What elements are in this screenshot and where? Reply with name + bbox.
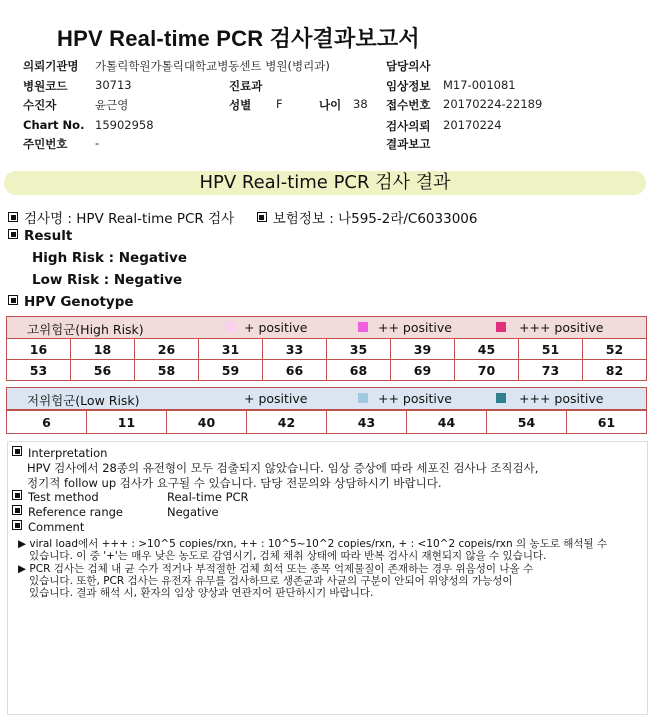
result-heading: Result [24, 228, 73, 244]
request-value: 20170224 [443, 118, 502, 132]
comment-1-line-2: 있습니다. 이 중 '+'는 매우 낮은 농도로 감염시기, 검체 채취 상태에 따라 반복 검사시 재현되지 않을 수 있습니다. [29, 550, 547, 562]
legend-plus-1: + positive [244, 391, 308, 406]
request-label: 검사의뢰 [386, 119, 431, 133]
low-risk-result: Low Risk : Negative [32, 272, 183, 288]
legend-swatch-2 [358, 393, 368, 403]
age-label: 나이 [319, 98, 342, 112]
genotype-cell: 68 [327, 360, 391, 381]
code-label: 병원코드 [23, 79, 68, 93]
legend-swatch-3 [496, 322, 506, 332]
genotype-cell: 26 [135, 339, 199, 360]
receipt-label: 접수번호 [386, 98, 431, 112]
genotype-cell: 73 [519, 360, 583, 381]
genotype-cell: 31 [199, 339, 263, 360]
bullet-icon [8, 229, 18, 239]
comment-label: Comment [28, 520, 85, 534]
genotype-cell: 39 [391, 339, 455, 360]
genotype-cell: 58 [135, 360, 199, 381]
bullet-icon [8, 212, 18, 222]
report-title: HPV Real-time PCR 검사결과보고서 [57, 26, 420, 51]
genotype-cell: 44 [407, 411, 487, 434]
bullet-icon [12, 505, 22, 515]
chart-value: 15902958 [95, 118, 154, 132]
triangle-bullet-icon: ▶ [18, 538, 27, 550]
method-value: Real-time PCR [167, 490, 249, 504]
bullet-icon [257, 212, 267, 222]
genotype-cell: 16 [7, 339, 71, 360]
result-banner: HPV Real-time PCR 검사 결과 [4, 171, 646, 195]
receipt-value: 20170224-22189 [443, 97, 543, 111]
insurance-info: 보험정보 : 나595-2라/C6033006 [272, 211, 478, 227]
reference-label: Reference range [28, 505, 124, 519]
genotype-cell: 69 [391, 360, 455, 381]
comment-2-line-1: PCR 검사는 검체 내 균 수가 적거나 부적절한 검체 희석 또는 종목 억제물질이 존재하는 경우 위음성이 나올 수 [29, 563, 534, 575]
low-risk-header [6, 387, 647, 410]
genotype-heading: HPV Genotype [24, 294, 134, 310]
legend-swatch-3 [496, 393, 506, 403]
clinical-value: M17-001081 [443, 78, 516, 92]
legend-swatch-2 [358, 322, 368, 332]
high-risk-header [6, 316, 647, 339]
comment-2-line-3: 있습니다. 결과 해석 시, 환자의 임상 양상과 연관지어 판단하시기 바랍니다. [29, 587, 374, 599]
clinical-label: 임상정보 [386, 79, 431, 93]
table-row [7, 411, 647, 434]
genotype-cell: 82 [583, 360, 647, 381]
test-name: 검사명 : HPV Real-time PCR 검사 [24, 211, 235, 227]
interp-line-2: 정기적 follow up 검사가 요구될 수 있습니다. 담당 전문의와 상담하시기 바랍니다. [27, 476, 442, 490]
low-risk-table [6, 410, 647, 434]
patient-value: 윤근영 [95, 98, 129, 112]
genotype-cell: 45 [455, 339, 519, 360]
reference-row [12, 505, 123, 519]
genotype-cell: 42 [247, 411, 327, 434]
genotype-cell: 66 [263, 360, 327, 381]
genotype-cell: 61 [567, 411, 647, 434]
genotype-cell: 6 [7, 411, 87, 434]
genotype-cell: 43 [327, 411, 407, 434]
table-row [7, 339, 647, 360]
genotype-cell: 51 [519, 339, 583, 360]
legend-plus-1: + positive [244, 320, 308, 335]
resident-value: - [95, 136, 100, 150]
age-value: 38 [353, 97, 368, 111]
genotype-cell: 11 [87, 411, 167, 434]
genotype-cell: 40 [167, 411, 247, 434]
table-row [7, 360, 647, 381]
legend-swatch-1 [225, 393, 235, 403]
sex-label: 성별 [229, 98, 252, 112]
interpretation-row [12, 446, 107, 460]
genotype-cell: 70 [455, 360, 519, 381]
code-value: 30713 [95, 78, 132, 92]
bullet-icon [12, 520, 22, 530]
genotype-cell: 33 [263, 339, 327, 360]
high-risk-table [6, 338, 647, 381]
dept-label: 진료과 [229, 79, 263, 93]
comment-row [12, 520, 84, 534]
comment-1-line-1: viral load에서 +++ : >10^5 copies/rxn, ++ : 10^5~10^2 copies/rxn, + : <10^2 copeis/rxn 의 농도로 해석될 수 [29, 538, 608, 550]
genotype-cell: 35 [327, 339, 391, 360]
genotype-cell: 56 [71, 360, 135, 381]
hospital-value: 가톨릭학원가톨릭대학교병동센트 병원(병리과) [95, 59, 330, 73]
genotype-cell: 59 [199, 360, 263, 381]
method-row [12, 490, 99, 504]
low-risk-label: 저위험군(Low Risk) [27, 393, 140, 408]
bullet-icon [12, 490, 22, 500]
triangle-bullet-icon: ▶ [18, 563, 27, 575]
bullet-icon [8, 295, 18, 305]
report-label: 결과보고 [386, 137, 431, 151]
patient-label: 수진자 [23, 98, 57, 112]
legend-swatch-1 [225, 322, 235, 332]
doctor-label: 담당의사 [386, 59, 431, 73]
sex-value: F [276, 97, 283, 111]
high-risk-label: 고위험군(High Risk) [27, 322, 144, 337]
result-heading-row [8, 228, 72, 244]
interp-line-1: HPV 검사에서 28종의 유전형이 모두 검출되지 않았습니다. 임상 증상에 따라 세포진 검사나 조직검사, [27, 461, 539, 475]
genotype-cell: 18 [71, 339, 135, 360]
legend-plus-2: ++ positive [378, 391, 452, 406]
hospital-label: 의뢰기관명 [23, 59, 79, 73]
bullet-icon [12, 446, 22, 456]
resident-label: 주민번호 [23, 137, 68, 151]
genotype-heading-row [8, 294, 134, 310]
legend-plus-3: +++ positive [519, 391, 604, 406]
genotype-cell: 52 [583, 339, 647, 360]
genotype-cell: 53 [7, 360, 71, 381]
interpretation-label: Interpretation [28, 446, 108, 460]
reference-value: Negative [167, 505, 219, 519]
test-info-line [8, 207, 477, 227]
method-label: Test method [28, 490, 99, 504]
chart-label: Chart No. [23, 118, 85, 132]
legend-plus-2: ++ positive [378, 320, 452, 335]
legend-plus-3: +++ positive [519, 320, 604, 335]
comment-2-line-2: 있습니다. 또한, PCR 검사는 유전자 유무를 검사하므로 생존균과 사균의 구분이 안되어 위양성의 가능성이 [29, 575, 513, 587]
high-risk-result: High Risk : Negative [32, 250, 187, 266]
genotype-cell: 54 [487, 411, 567, 434]
